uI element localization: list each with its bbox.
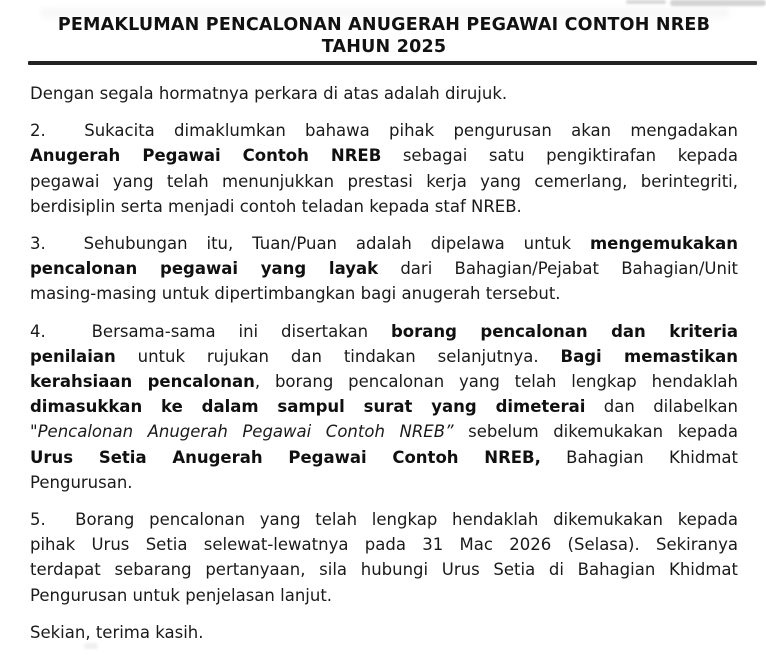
text-run: 3. Sehubungan itu, Tuan/Puan adalah dipelawa untuk: [30, 234, 590, 254]
text-line: [30, 532, 738, 557]
text-line: [30, 319, 738, 344]
paragraph: [30, 118, 738, 219]
text-run: , borang pencalonan yang telah lengkap hendaklah: [254, 372, 738, 392]
bold-text-run: borang pencalonan dan kriteria: [391, 321, 738, 341]
text-line: [30, 445, 738, 470]
text-run: 4. Bersama-sama ini disertakan: [30, 321, 391, 341]
text-line: [30, 557, 738, 582]
text-run: 5. Borang pencalonan yang telah lengkap hendaklah dikemukakan kepada: [30, 510, 738, 530]
bold-text-run: Bagi memastikan: [560, 346, 738, 366]
paragraph: [30, 620, 738, 645]
text-line: [30, 118, 738, 143]
document-title-line1: PEMAKLUMAN PENCALONAN ANUGERAH PEGAWAI CONTOH NREB: [57, 15, 711, 35]
text-line: [30, 583, 738, 608]
text-run: dan dilabelkan: [585, 397, 738, 417]
text-run: Bahagian Khidmat: [540, 447, 738, 467]
bold-text-run: Urus Setia Anugerah Pegawai Contoh NREB,: [30, 447, 541, 467]
text-line: [30, 281, 738, 306]
scan-smudge-icon: [670, 0, 766, 6]
bold-text-run: mengemukakan: [589, 234, 738, 254]
document-title: [30, 14, 738, 58]
text-line: [30, 81, 738, 106]
text-run: sebagai satu pengiktirafan kepada: [381, 146, 738, 166]
text-line: [30, 507, 738, 532]
text-line: [30, 256, 738, 281]
text-run: Pengurusan untuk penjelasan lanjut.: [30, 585, 333, 605]
bold-text-run: dimasukkan ke dalam sampul surat yang dimeterai: [30, 397, 586, 417]
text-line: [30, 394, 738, 419]
text-line: [30, 344, 738, 369]
text-run: terdapat sebarang pertanyaan, sila hubungi Urus Setia di Bahagian Khidmat: [30, 560, 738, 580]
paragraph: [30, 319, 738, 495]
text-run: berdisiplin serta menjadi contoh teladan kepada staf NREB.: [30, 196, 522, 216]
text-line: [30, 194, 738, 219]
paragraph: [30, 231, 738, 307]
document-title-line2: TAHUN 2025: [321, 37, 447, 57]
text-run: dari Bahagian/Pejabat Bahagian/Unit: [378, 259, 738, 279]
scan-smudge-icon: [626, 0, 666, 4]
document-body: [30, 81, 738, 645]
bold-text-run: kerahsiaan pencalonan: [30, 372, 255, 392]
bold-text-run: Anugerah Pegawai Contoh NREB: [30, 146, 382, 166]
text-line: [30, 620, 738, 645]
text-run: Sekian, terima kasih.: [30, 622, 204, 642]
text-run: Dengan segala hormatnya perkara di atas adalah dirujuk.: [30, 84, 508, 103]
text-run: 2. Sukacita dimaklumkan bahawa pihak pengurusan akan mengadakan: [30, 121, 738, 141]
text-line: [30, 419, 738, 444]
text-line: [30, 470, 738, 495]
text-line: [30, 231, 738, 256]
bold-text-run: pencalonan pegawai yang layak: [30, 259, 379, 279]
text-line: [30, 369, 738, 394]
text-run: masing-masing untuk dipertimbangkan bagi anugerah tersebut.: [30, 284, 561, 304]
paragraph: [30, 507, 738, 608]
text-run: pegawai yang telah menunjukkan prestasi kerja yang cemerlang, berintegriti,: [30, 171, 738, 191]
text-line: [30, 169, 738, 194]
text-run: untuk rujukan dan tindakan selanjutnya.: [115, 346, 561, 366]
title-underline-rule: [28, 61, 757, 65]
paragraph: [30, 81, 738, 106]
text-run: pihak Urus Setia selewat-lewatnya pada 31 Mac 2026 (Selasa). Sekiranya: [30, 535, 738, 555]
bold-text-run: penilaian: [30, 346, 116, 366]
italic-text-run: "Pencalonan Anugerah Pegawai Contoh NREB”: [30, 422, 454, 442]
text-run: Pengurusan.: [30, 472, 133, 492]
text-line: [30, 143, 738, 168]
text-run: sebelum dikemukakan kepada: [453, 422, 738, 442]
